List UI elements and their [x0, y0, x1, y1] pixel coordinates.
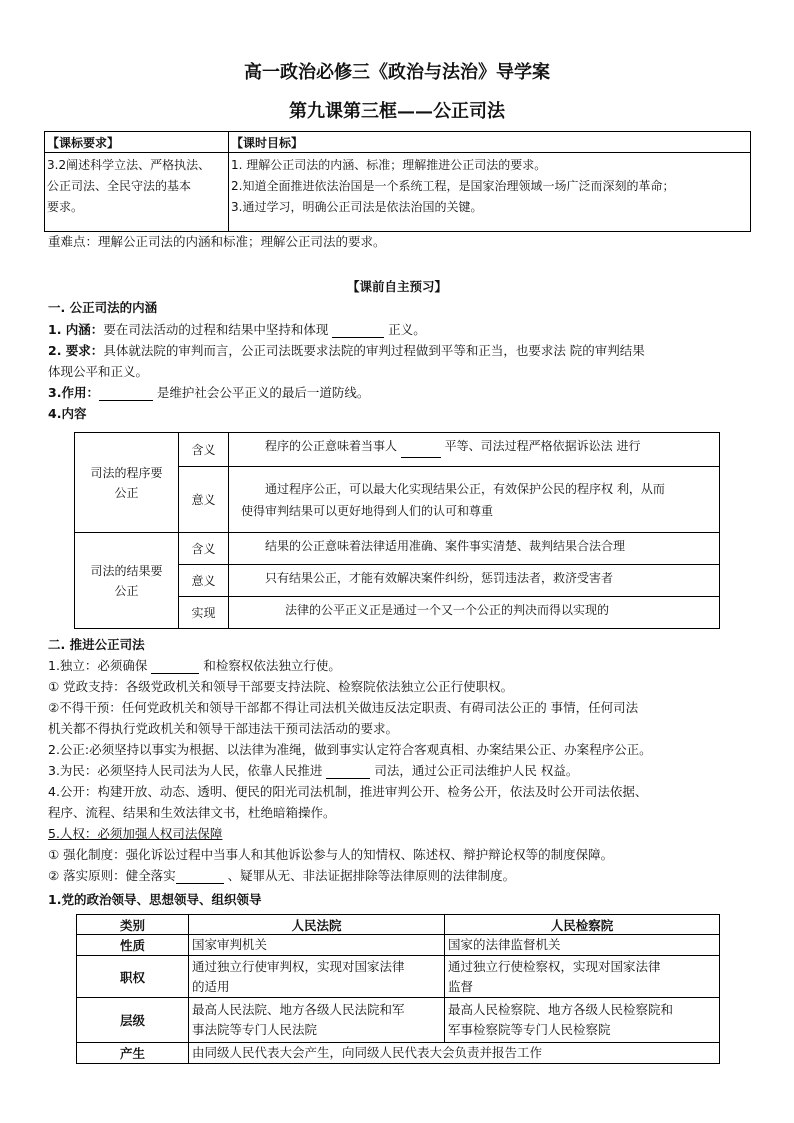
column-header: 人民检察院: [445, 915, 720, 935]
item-connotation: 1. 内涵：要在司法活动的过程和结果中坚持和体现 正义。: [48, 322, 426, 337]
section3-heading: 1.党的政治领导、思想领导、组织领导: [48, 892, 262, 907]
fill-blank[interactable]: [151, 658, 199, 674]
origin-cell: 由同级人民代表大会产生，向同级人民代表大会负责并报告工作: [189, 1043, 720, 1064]
result-label: 司法的结果要 公正: [75, 533, 179, 629]
content-table: [74, 432, 720, 629]
human-rights-line: 5.人权：必须加强人权司法保障: [48, 826, 223, 841]
standards-line: 要求。: [47, 200, 84, 214]
item-label: 2. 要求：: [48, 343, 104, 358]
procuratorate-cell: 国家的法律监督机关: [445, 935, 720, 956]
objectives-cell: [229, 153, 751, 232]
court-cell: 通过独立行使审判权，实现对国家法律 的适用: [189, 956, 445, 998]
party-support-line: ① 党政支持：各级党政机关和领导干部要支持法院、检察院依法独立公正行使职权。: [48, 679, 514, 694]
key-points: 重难点：理解公正司法的内涵和标准；理解公正司法的要求。: [48, 234, 386, 249]
court-cell: 最高人民法院、地方各级人民法院和军 事法院等专门人民法院: [189, 998, 445, 1043]
standards-header: 【课标要求】: [45, 132, 229, 153]
court-comparison-table: [76, 914, 720, 1064]
objective-line: 3.通过学习，明确公正司法是依法治国的关键。: [231, 200, 483, 214]
column-header: 类别: [77, 915, 189, 935]
fill-blank[interactable]: [401, 435, 441, 458]
openness-line-cont: 程序、流程、结果和生效法律文书，杜绝暗箱操作。: [48, 805, 336, 820]
page-title: 高一政治必修三《政治与法治》导学案: [244, 62, 550, 83]
implement-principle-line: ② 落实原则：健全落实 、疑罪从无、非法证据排除等法律原则的法律制度。: [48, 868, 516, 883]
procedure-label: 司法的程序要 公正: [75, 433, 179, 533]
row-text: 通过程序公正，可以最大化实现结果公正，有效保护公民的程序权 利，从而 使得审判结果可以更好地得到人们的认可和尊重: [229, 467, 720, 533]
fill-blank[interactable]: [326, 763, 370, 779]
row-text: 法律的公平正义正是通过一个又一个公正的判决而得以实现的: [229, 597, 720, 629]
court-cell: 国家审判机关: [189, 935, 445, 956]
category-cell: 产生: [77, 1043, 189, 1064]
row-text: 只有结果公正，才能有效解决案件纠纷，惩罚违法者，救济受害者: [229, 565, 720, 597]
item-content: 4.内容: [48, 406, 87, 421]
row-text: 结果的公正意味着法律适用准确、案件事实清楚、裁判结果合法合理: [229, 533, 720, 565]
independence-line: 1.独立：必须确保 和检察权依法独立行使。: [48, 658, 341, 673]
item-requirement: 2. 要求：具体就法院的审判而言，公正司法既要求法院的审判过程做到平等和正当，也要求法 院的审判结果: [48, 343, 645, 358]
for-people-line: 3.为民：必须坚持人民司法为人民，依靠人民推进 司法，通过公正司法维护人民 权益。: [48, 763, 579, 778]
row-key: 意义: [179, 467, 229, 533]
category-cell: 层级: [77, 998, 189, 1043]
section1-heading: 一. 公正司法的内涵: [48, 300, 158, 315]
item-requirement-cont: 体现公平和正义。: [48, 364, 149, 379]
row-key: 含义: [179, 433, 229, 467]
objective-line: 2.知道全面推进依法治国是一个系统工程，是国家治理领域一场广泛而深刻的革命；: [231, 179, 675, 193]
no-interference-line: ②不得干预：任何党政机关和领导干部都不得让司法机关做违反法定职责、有碍司法公正的 事情，任何司法: [48, 700, 639, 715]
category-cell: 性质: [77, 935, 189, 956]
standards-line: 公正司法、全民守法的基本: [47, 179, 192, 193]
lesson-subtitle: 第九课第三框——公正司法: [289, 101, 505, 122]
fairness-line: 2.公正:必须坚持以事实为根据、以法律为准绳，做到事实认定符合客观真相、办案结果公正、办案程序公正。: [48, 742, 652, 757]
procuratorate-cell: 最高人民检察院、地方各级人民检察院和 军事检察院等专门人民检察院: [445, 998, 720, 1043]
objectives-header: 【课时目标】: [229, 132, 751, 153]
item-function: 3.作用： 是维护社会公平正义的最后一道防线。: [48, 385, 370, 400]
row-text: 程序的公正意味着当事人 平等、司法过程严格依据诉讼法 进行: [229, 433, 720, 467]
standards-cell: [45, 153, 229, 232]
category-cell: 职权: [77, 956, 189, 998]
openness-line: 4.公开：构建开放、动态、透明、便民的阳光司法机制，推进审判公开、检务公开，依法及时公开司法依据、: [48, 784, 648, 799]
column-header: 人民法院: [189, 915, 445, 935]
row-key: 实现: [179, 597, 229, 629]
item-label: 3.作用：: [48, 385, 99, 400]
strengthen-system-line: ① 强化制度：强化诉讼过程中当事人和其他诉讼参与人的知情权、陈述权、辩护辩论权等的制度保障。: [48, 847, 614, 862]
fill-blank[interactable]: [176, 868, 224, 884]
preview-heading: 【课前自主预习】: [346, 279, 447, 294]
no-interference-line-cont: 机关都不得执行党政机关和领导干部违法干预司法活动的要求。: [48, 721, 399, 736]
item-label: 1. 内涵：: [48, 322, 104, 337]
goals-table: [44, 131, 751, 232]
fill-blank[interactable]: [332, 322, 384, 338]
objective-line: 1. 理解公正司法的内涵、标准；理解推进公正司法的要求。: [231, 158, 547, 172]
fill-blank[interactable]: [99, 385, 153, 401]
row-key: 意义: [179, 565, 229, 597]
procuratorate-cell: 通过独立行使检察权，实现对国家法律 监督: [445, 956, 720, 998]
row-key: 含义: [179, 533, 229, 565]
section2-heading: 二. 推进公正司法: [48, 637, 145, 652]
standards-line: 3.2阐述科学立法、严格执法、: [47, 158, 211, 172]
